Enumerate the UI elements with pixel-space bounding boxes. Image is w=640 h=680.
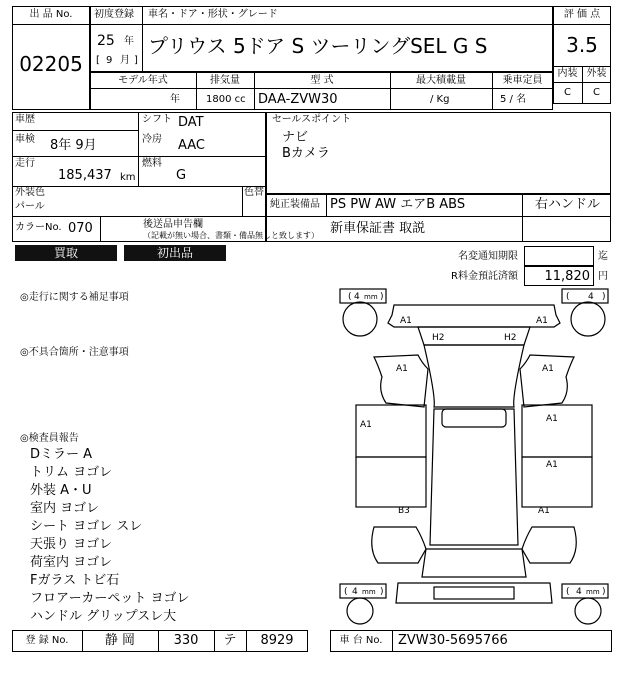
reg-class: 330 [173,633,199,648]
fee: 11,820 [544,269,590,284]
ac: AAC [178,138,205,153]
damage-mark: H2 [432,333,445,343]
history-label: 車歴 [15,114,35,125]
wheel-front-left-icon [343,302,377,336]
fuel: G [176,168,187,183]
model: DAA-ZVW30 [258,92,338,107]
damage-mark: A1 [396,364,408,374]
report-item: Dミラー A [30,447,93,462]
fee-label: R料金預託済額 [451,271,518,282]
damage-mark: A1 [400,316,412,326]
damage-mark: A1 [536,316,548,326]
sales-point-line-1: ナビ [282,130,309,145]
first-reg-year-unit: 年 [124,36,134,47]
trunk-shape [422,549,526,577]
chassis-number: ZVW30-5695766 [398,633,508,648]
inspector-report-list [30,447,189,627]
svg-text:(: ( [566,587,570,597]
score-value: 3.5 [566,33,598,57]
ac-label: 冷房 [142,134,162,145]
exterior-grade: C [593,87,600,98]
color-label: 外装色 [15,187,45,198]
damage-mark: A1 [538,506,550,516]
exterior-label: 外装 [586,68,607,79]
cabin-shape [430,409,518,545]
inspector-report-title: ◎検査員報告 [20,433,79,444]
right-rear-quarter [522,527,576,563]
equipment-label: 純正装備品 [270,199,320,210]
color-no: 070 [68,221,93,236]
svg-text:(: ( [344,587,348,597]
chassis-label: 車 台 No. [339,635,383,646]
handle-side: 右ハンドル [535,197,601,212]
shift: DAT [178,115,204,130]
score-label: 評 価 点 [563,9,601,20]
capacity-label: 乗車定員 [502,75,543,86]
left-rear-door [356,457,426,507]
reg-number: 8929 [260,633,294,648]
max-load: / Kg [430,94,450,105]
report-item: フロアーカーペット ヨゴレ [30,591,190,606]
damage-mark: A1 [360,420,372,430]
first-reg-month: 9 [106,55,113,66]
extra-items: 新車保証書 取説 [330,221,426,236]
windshield-shape [442,409,506,427]
interior-label: 内装 [557,68,578,79]
report-item: 室内 ヨゴレ [30,501,100,516]
deadline-box [524,246,594,266]
tire-value-front-left: 4 [354,292,360,302]
car-name: プリウス 5ドア S ツーリングSEL G S [148,34,488,58]
first-reg-year: 25 [97,33,115,49]
model-year-unit: 年 [170,94,180,105]
equipment: PS PW AW エアB ABS [330,197,466,212]
first-reg-month-unit: 月 [120,55,130,66]
wheel-rear-right-icon [575,598,601,624]
left-front-door [356,405,426,457]
inspection-label: 車検 [15,134,35,145]
defects-title: ◎不具合箇所・注意事項 [20,347,129,358]
displacement-label: 排気量 [210,75,240,86]
report-item: 外装 A・U [30,483,92,498]
tire-unit-rear-left: mm [362,588,376,596]
first-reg-label: 初度登録 [94,9,134,20]
fee-unit: 円 [598,271,608,282]
aftermarket-label: 後送品申告欄 [143,219,203,230]
svg-text:): ) [602,292,606,302]
tire-label-front-left: ( [348,292,352,302]
shift-label: シフト [142,114,172,125]
displacement: 1800 cc [206,94,246,105]
left-side-shape [374,355,428,407]
report-item: 天張り ヨゴレ [30,537,113,552]
sales-point-line-2: Bカメラ [282,146,330,161]
lot-number: 02205 [19,52,83,76]
tire-value-rear-left: 4 [352,587,358,597]
inspection: 8年 9月 [50,138,97,153]
damage-mark: A1 [542,364,554,374]
front-bumper-shape [388,305,560,327]
tire-value-rear-right: 4 [576,587,582,597]
capacity: 5 / 名 [500,94,527,105]
interior-grade: C [564,87,571,98]
wheel-front-right-icon [571,302,605,336]
deadline-unit: 迄 [598,251,608,262]
mileage: 185,437 [58,168,112,183]
driving-notes-title: ◎走行に関する補足事項 [20,292,129,303]
svg-text:): ) [380,292,384,302]
svg-text:(: ( [566,292,570,302]
reg-kana: テ [223,633,237,648]
wheel-rear-left-icon [347,598,373,624]
buy-tag: 買取 [15,245,117,261]
roof-shape [424,345,524,407]
report-item: シート ヨゴレ スレ [30,519,143,534]
svg-text:): ) [602,587,606,597]
rear-plate-shape [434,587,514,599]
tire-unit-rear-right: mm [586,588,600,596]
tire-value-front-right: 4 [588,292,594,302]
reg-label: 登 録 No. [25,635,69,646]
first-listing-tag: 初出品 [124,245,226,261]
report-item: ハンドル グリップスレ大 [30,609,177,624]
deadline-label: 名変通知期限 [458,251,518,262]
car-damage-diagram [338,287,610,627]
fuel-label: 燃料 [142,158,162,169]
tire-unit-front-left: mm [364,293,378,301]
max-load-label: 最大積載量 [416,75,466,86]
mileage-label: 走行 [15,158,35,169]
report-item: 荷室内 ヨゴレ [30,555,113,570]
aftermarket-note: （記載が無い場合、書類・備品無しと致します） [143,231,319,240]
report-item: Fガラス トビ石 [30,573,120,588]
mileage-unit: km [120,172,136,183]
svg-text:): ) [380,587,384,597]
left-rear-quarter [372,527,426,563]
car-name-label: 車名・ドア・形状・グレード [148,9,278,20]
damage-mark: H2 [504,333,517,343]
right-side-shape [520,355,574,407]
color-change-label: 色替 [244,187,264,198]
sales-point-label: セールスポイント [272,114,352,125]
reg-area: 静 岡 [104,633,136,648]
model-year-label: モデル年式 [118,75,168,86]
model-label: 型 式 [310,75,334,86]
damage-mark: B3 [398,506,410,516]
damage-mark: A1 [546,460,558,470]
color: パール [15,201,45,212]
damage-mark: A1 [546,414,558,424]
lot-label: 出 品 No. [29,9,73,20]
right-front-door [522,405,592,457]
rear-bumper-shape [396,583,552,603]
report-item: トリム ヨゴレ [30,465,113,480]
color-no-label: カラーNo. [15,222,62,233]
